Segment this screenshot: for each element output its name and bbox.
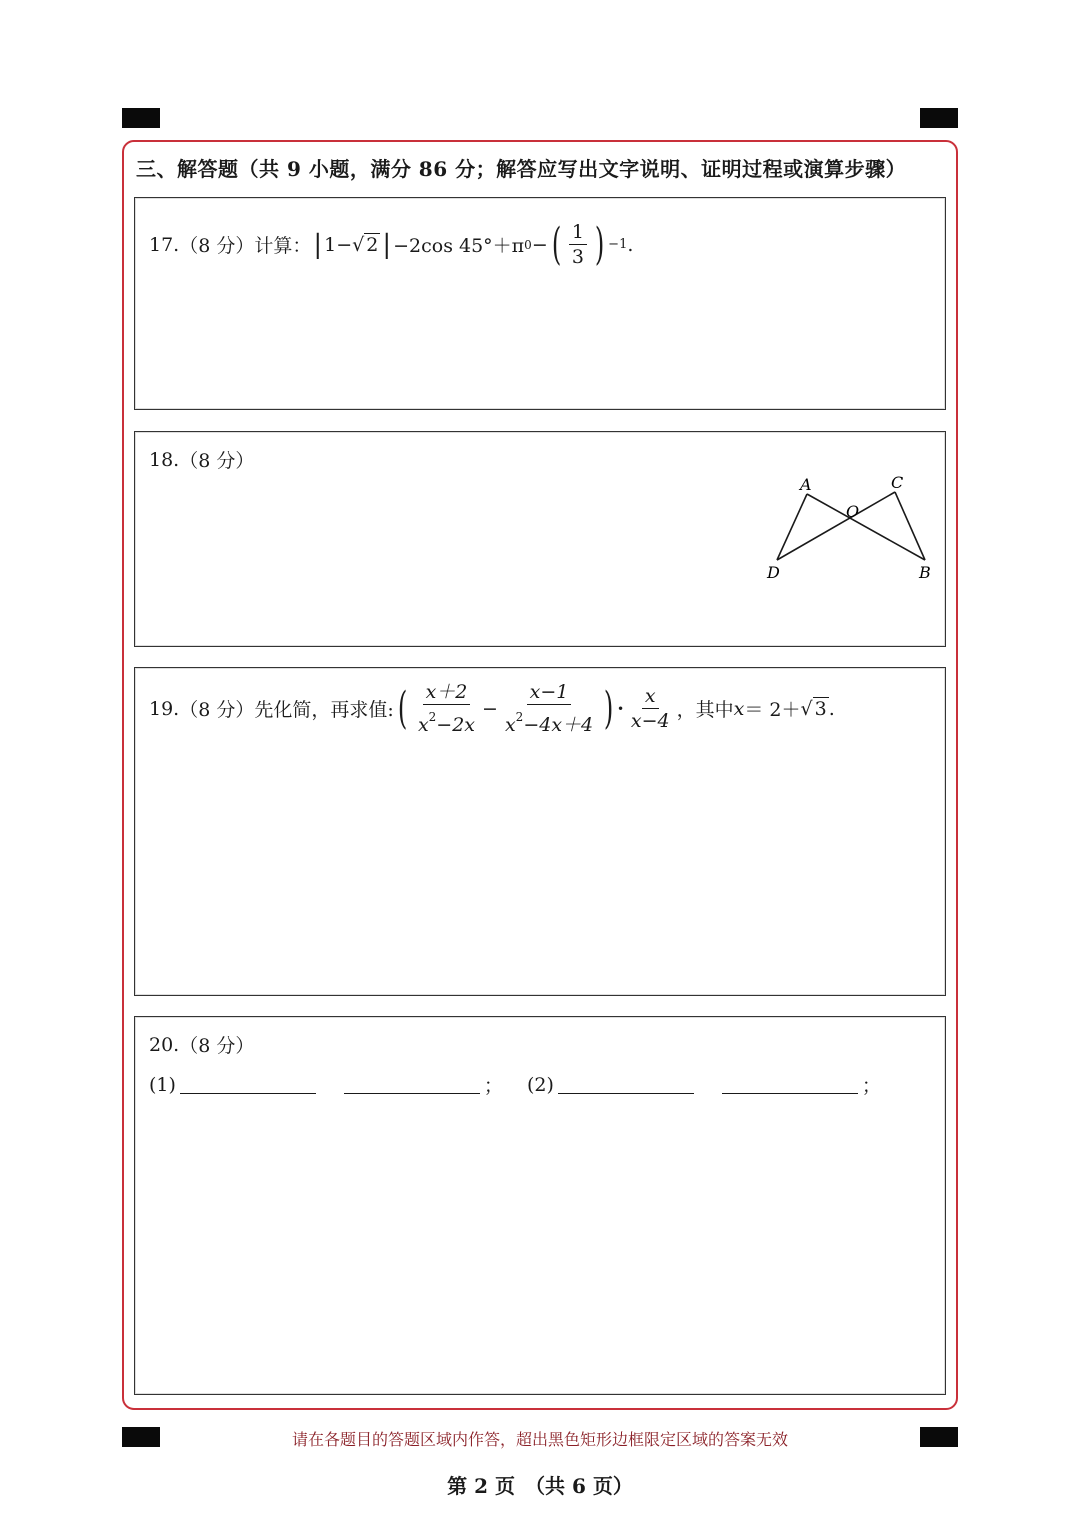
question-18-number: 18. [149, 448, 180, 471]
question-19-box[interactable] [134, 667, 946, 996]
question-17-box[interactable] [134, 197, 946, 410]
question-19-text [149, 680, 835, 737]
triangle-figure [763, 476, 953, 586]
question-18-box[interactable] [134, 431, 946, 647]
question-17-text [149, 220, 633, 269]
question-20-text [149, 1031, 254, 1058]
segment-BA [807, 494, 925, 560]
segment-CB [895, 492, 925, 560]
question-17-number: 17. [149, 233, 180, 256]
question-20-answer-row [149, 1071, 881, 1098]
label-D: D [767, 563, 780, 582]
part-1-blank-b[interactable] [344, 1075, 480, 1094]
question-19-expression: ( $\frac{x+2}{x^2-2x}$ − $\frac{x-1}{x^2-4x+4}$ ) · $\frac{x}{x-4}$ ，其中 x ＝ 2＋ √ 3 . [397, 681, 835, 736]
part-2-semicolon: ； [861, 1075, 881, 1097]
question-20-number: 20. [149, 1033, 180, 1056]
question-18-text [149, 446, 254, 473]
label-A: A [800, 476, 812, 494]
question-20-points: （8 分） [179, 1035, 255, 1057]
label-C: C [891, 476, 904, 492]
label-O: O [846, 502, 860, 521]
question-19-prompt: 先化简，再求值: [254, 699, 394, 721]
corner-marker-top-right [920, 108, 958, 128]
fraction-one-third: $\frac{1}{3}$ [569, 220, 587, 269]
part-2-blank-b[interactable] [722, 1075, 858, 1094]
footer-warning: 请在各题目的答题区域内作答，超出黑色矩形边框限定区域的答案无效 [291, 1430, 788, 1449]
part-1-semicolon: ； [483, 1075, 503, 1097]
part-1-label: (1) [149, 1073, 176, 1096]
segment-DC [777, 492, 895, 560]
question-17-points: （8 分） [179, 235, 255, 257]
question-20-box[interactable] [134, 1016, 946, 1395]
corner-marker-top-left [122, 108, 160, 128]
fraction-3: $\frac{x}{x-4}$ [630, 685, 670, 732]
part-2-label: (2) [526, 1073, 554, 1096]
section-title: 三、解答题（共 9 小题，满分 86 分；解答应写出文字说明、证明过程或演算步骤） [136, 157, 907, 181]
question-17-expression: | 1 − √ 2 | −2cos 45°＋π 0 − ( $\frac{1}{3}$ ) −1 . [313, 218, 634, 270]
segment-AD [777, 494, 807, 560]
question-19-points: （8 分） [179, 699, 255, 721]
part-2-blank-a[interactable] [558, 1075, 694, 1094]
fraction-1: $\frac{x+2}{x^2-2x}$ [417, 681, 476, 736]
label-B: B [919, 563, 931, 582]
question-19-number: 19. [149, 697, 180, 720]
part-1-blank-a[interactable] [180, 1075, 316, 1094]
question-17-prompt: 计算： [254, 235, 312, 257]
page-number: 第 2 页 （共 6 页） [447, 1474, 633, 1498]
question-18-points: （8 分） [179, 450, 255, 472]
fraction-2: $\frac{x-1}{x^2-4x+4}$ [504, 681, 594, 736]
